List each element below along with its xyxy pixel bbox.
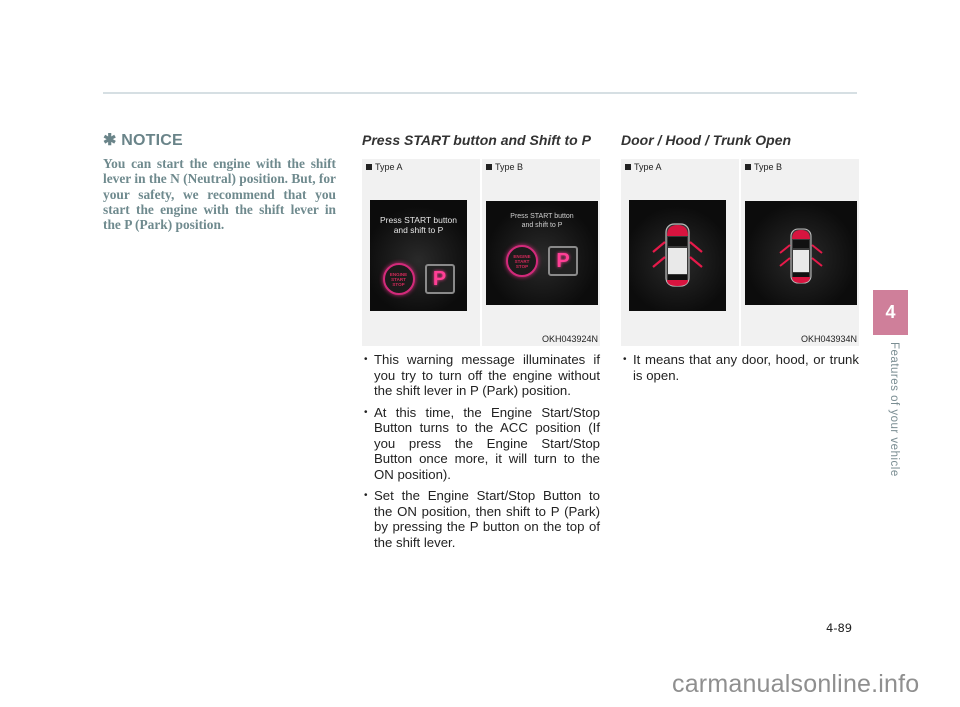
notice-title: ✱ NOTICE	[103, 132, 183, 149]
type-label	[625, 162, 662, 172]
bullet-list	[621, 352, 859, 383]
screen-message-line2: and shift to P	[393, 225, 444, 235]
cluster-screen	[486, 201, 598, 305]
square-bullet-icon	[366, 164, 372, 170]
figure-panel-type-b	[482, 159, 600, 346]
car-door-open-icon	[745, 201, 857, 305]
figure-door-open	[621, 159, 859, 346]
section-title: Door / Hood / Trunk Open	[621, 132, 792, 148]
button-row	[486, 245, 598, 277]
type-label-text: Type B	[495, 162, 524, 172]
type-label	[366, 162, 403, 172]
engine-start-stop-icon: ENGINE START STOP	[383, 263, 415, 295]
section-title: Press START button and Shift to P	[362, 132, 591, 148]
figure-code: OKH043924N	[541, 334, 598, 344]
type-label	[745, 162, 782, 172]
header-divider	[103, 92, 857, 94]
bullet-item: • It means that any door, hood, or trunk is open.	[621, 352, 859, 383]
notice-box	[103, 130, 336, 232]
chapter-title: Features of your vehicle	[888, 342, 900, 477]
figure-panel-type-b	[741, 159, 859, 346]
bullet-item: • At this time, the Engine Start/Stop Button turns to the ACC position (If you press the Engine Start/Stop Button once more, it will turn to the ON position).	[362, 405, 600, 483]
screen-message-line1: Press START button	[510, 213, 574, 220]
screen-message-line2: and shift to P	[521, 221, 563, 229]
park-p-icon: P	[548, 246, 578, 276]
engine-start-stop-icon: ENGINE START STOP	[506, 245, 538, 277]
watermark: carmanualsonline.info	[672, 670, 920, 698]
square-bullet-icon	[625, 164, 631, 170]
square-bullet-icon	[745, 164, 751, 170]
notice-body: You can start the engine with the shift lever in the N (Neutral) position. But, for your safety, we recommend that you start the engine with the shift lever in the P (Park) position.	[103, 156, 336, 233]
button-row	[370, 263, 467, 295]
cluster-screen	[629, 200, 726, 311]
type-label-text: Type B	[754, 162, 783, 172]
square-bullet-icon	[486, 164, 492, 170]
screen-message	[370, 215, 467, 235]
bullet-item: • Set the Engine Start/Stop Button to the ON position, then shift to P (Park) by pressing the P button on the top of the shift lever.	[362, 488, 600, 550]
section-door-open	[621, 130, 859, 389]
car-door-open-icon	[629, 200, 726, 311]
park-p-icon: P	[425, 264, 455, 294]
screen-message	[486, 213, 598, 230]
page-number: 4-89	[826, 621, 853, 635]
bullet-list	[362, 352, 600, 550]
screen-message-line1: Press START button	[379, 215, 457, 225]
figure-press-start	[362, 159, 600, 346]
figure-code: OKH043934N	[800, 334, 857, 344]
chapter-tab: 4	[873, 290, 908, 335]
type-label-text: Type A	[634, 162, 662, 172]
type-label	[486, 162, 523, 172]
cluster-screen	[745, 201, 857, 305]
bullet-item: • This warning message illuminates if you try to turn off the engine without the shift lever in P (Park) position.	[362, 352, 600, 399]
type-label-text: Type A	[375, 162, 403, 172]
figure-panel-type-a	[362, 159, 480, 346]
cluster-screen	[370, 200, 467, 311]
section-press-start	[362, 130, 600, 556]
figure-panel-type-a	[621, 159, 739, 346]
